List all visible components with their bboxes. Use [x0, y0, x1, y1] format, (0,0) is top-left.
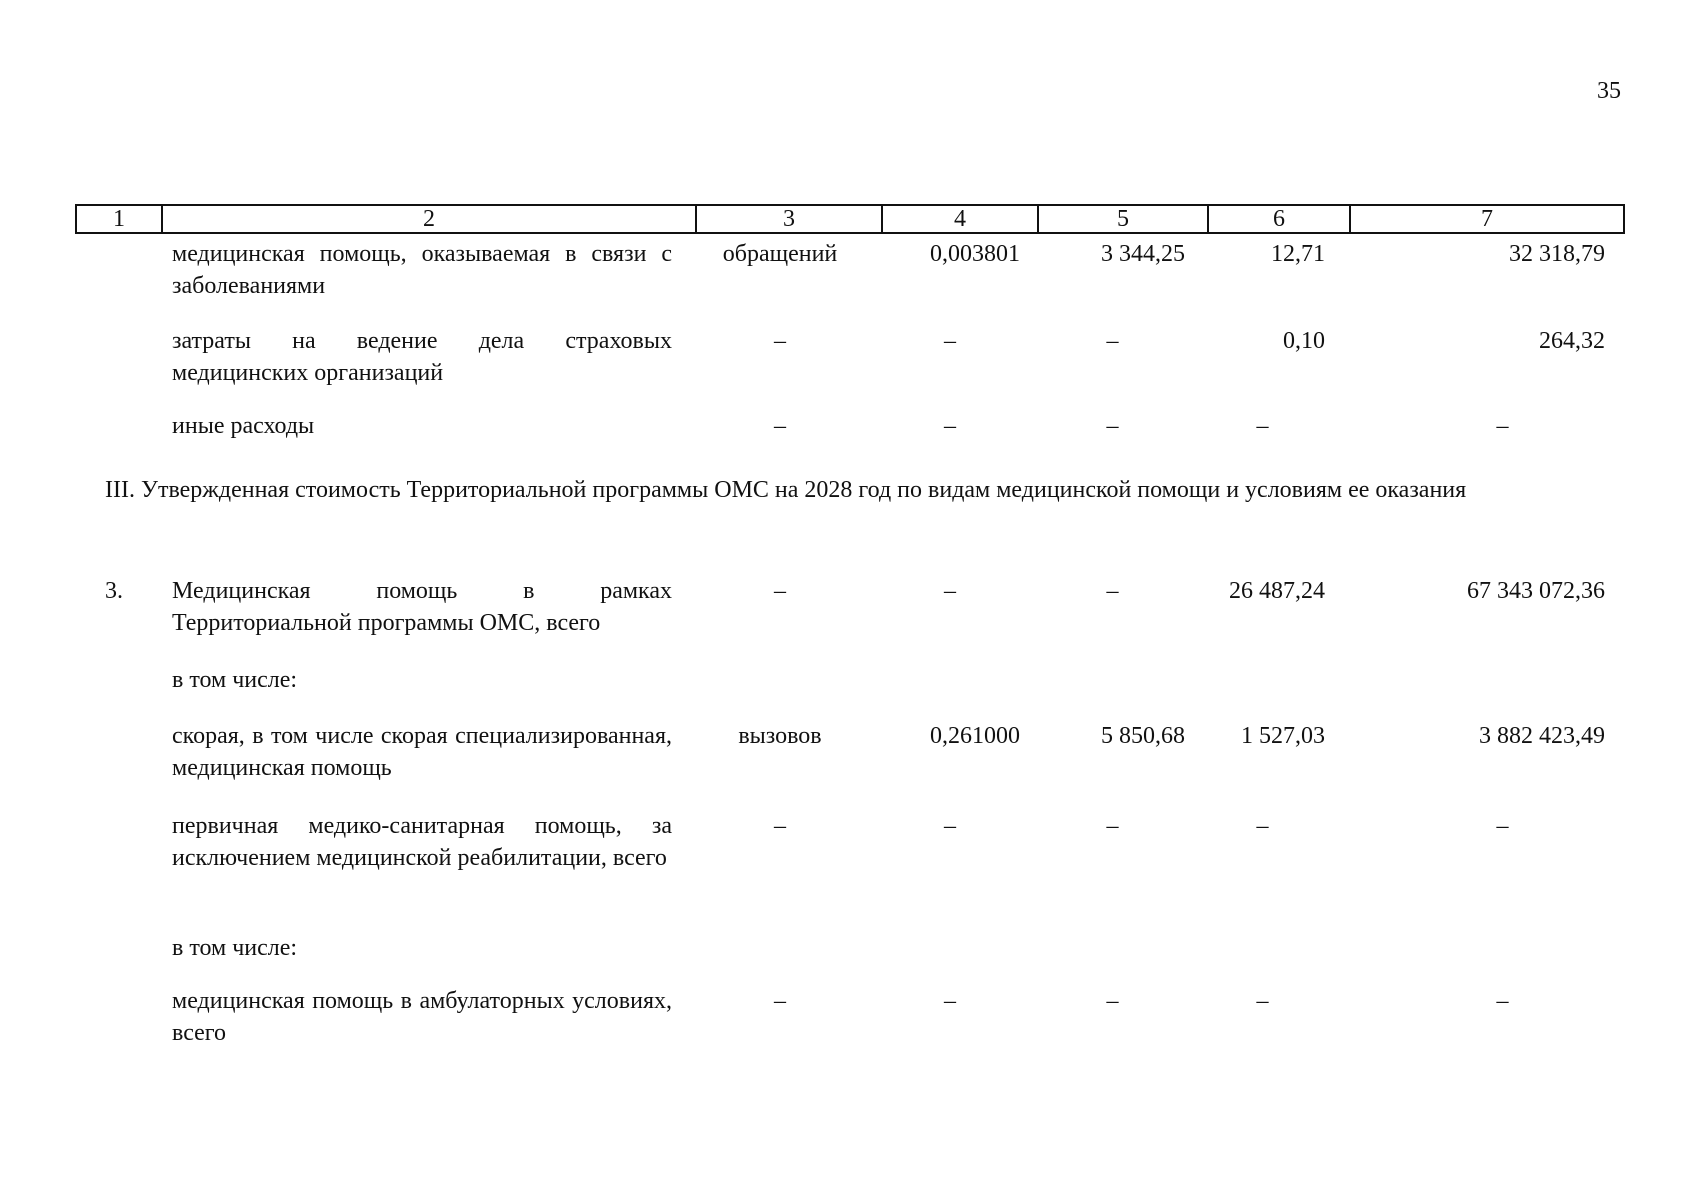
row-value-7: – — [1496, 413, 1509, 439]
row-value-7: – — [1496, 813, 1509, 839]
row-value-6: – — [1256, 988, 1269, 1014]
row-value-7: 264,32 — [1539, 328, 1605, 354]
column-header: 1 — [76, 205, 162, 233]
row-name: затраты на ведение дела страховых медицинских организаций — [172, 328, 672, 386]
column-header: 5 — [1038, 205, 1208, 233]
row-name: первичная медико-санитарная помощь, за исключением медицинской реабилитации, всего — [172, 813, 672, 871]
row-value-4: – — [944, 328, 956, 354]
row-value-7: 3 882 423,49 — [1479, 723, 1605, 749]
row-value-6: – — [1256, 813, 1269, 839]
row-value-7: – — [1496, 988, 1509, 1014]
row-name: в том числе: — [172, 935, 298, 961]
row-value-5: 5 850,68 — [1101, 723, 1185, 749]
row-value-4: – — [944, 813, 956, 839]
row-value-5: – — [1106, 813, 1119, 839]
row-value-5: 3 344,25 — [1101, 241, 1185, 267]
section-heading: III. Утвержденная стоимость Территориальной программы ОМС на 2028 год по видам медицинской помощи и условиям ее оказания — [105, 477, 1467, 503]
row-value-7: 67 343 072,36 — [1467, 578, 1605, 604]
row-name: в том числе: — [172, 667, 298, 693]
row-name: медицинская помощь, оказываемая в связи с заболеваниями — [172, 241, 672, 299]
row-value-5: – — [1106, 328, 1119, 354]
row-value-4: – — [944, 413, 956, 439]
row-number: 3. — [105, 578, 123, 604]
row-value-6: 1 527,03 — [1241, 723, 1325, 749]
row-unit: – — [774, 328, 786, 354]
row-value-4: 0,261000 — [930, 723, 1020, 749]
row-name: Медицинская помощь в рамках Территориальной программы ОМС, всего — [172, 578, 672, 636]
row-name: скорая, в том числе скорая специализированная, медицинская помощь — [172, 723, 672, 781]
column-header: 3 — [696, 205, 882, 233]
page-number: 35 — [1597, 78, 1621, 104]
row-value-4: 0,003801 — [930, 241, 1020, 267]
row-value-5: – — [1106, 988, 1119, 1014]
column-header: 7 — [1350, 205, 1624, 233]
row-value-6: 12,71 — [1271, 241, 1325, 267]
column-header-row — [75, 204, 1625, 234]
row-value-6: 26 487,24 — [1229, 578, 1325, 604]
column-header: 4 — [882, 205, 1038, 233]
row-name: иные расходы — [172, 413, 315, 439]
row-value-6: – — [1256, 413, 1269, 439]
row-value-5: – — [1106, 413, 1119, 439]
row-value-4: – — [944, 578, 956, 604]
row-unit: – — [774, 988, 786, 1014]
row-unit: вызовов — [738, 723, 822, 749]
column-header: 6 — [1208, 205, 1350, 233]
row-value-6: 0,10 — [1283, 328, 1325, 354]
column-header: 2 — [162, 205, 696, 233]
row-unit: обращений — [722, 241, 838, 267]
row-unit: – — [774, 578, 786, 604]
row-value-7: 32 318,79 — [1509, 241, 1605, 267]
row-name: медицинская помощь в амбулаторных условиях, всего — [172, 988, 672, 1046]
row-unit: – — [774, 413, 786, 439]
row-value-5: – — [1106, 578, 1119, 604]
row-value-4: – — [944, 988, 956, 1014]
row-unit: – — [774, 813, 786, 839]
